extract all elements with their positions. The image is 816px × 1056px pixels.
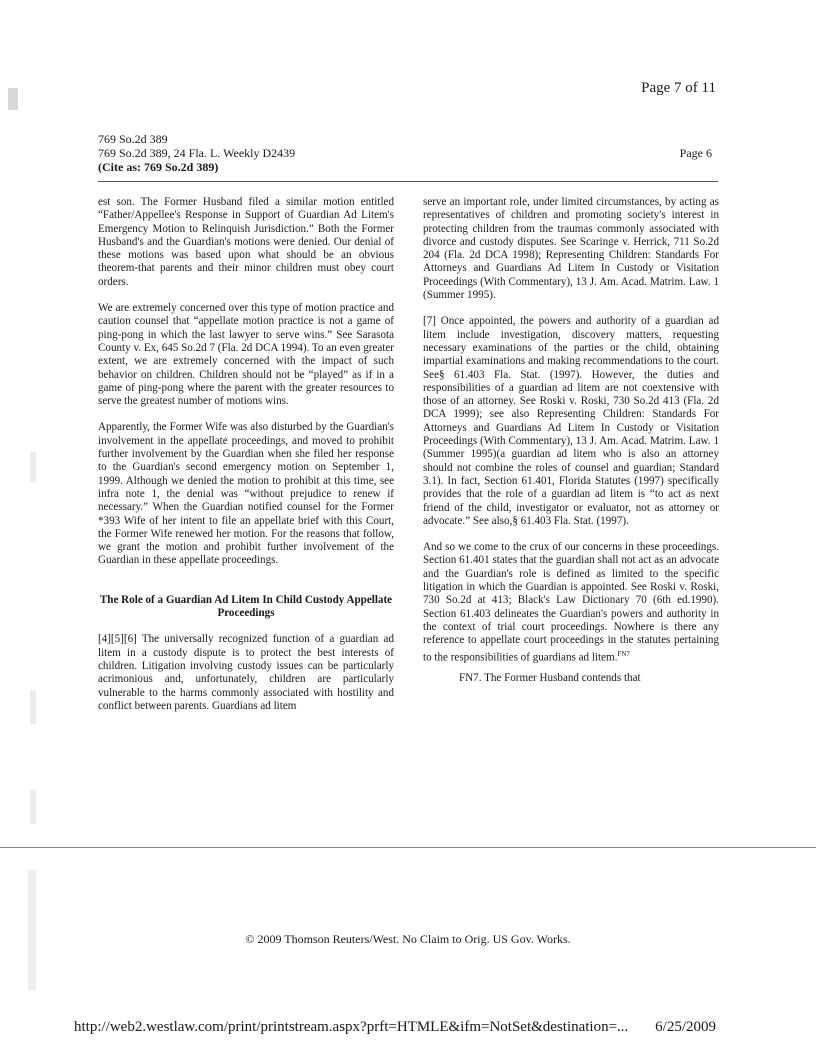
scan-artifact (30, 790, 36, 824)
paragraph: est son. The Former Husband filed a similar motion entitled “Father/Appellee's Response in Support of Guardian Ad Litem's Emergency Motion to Relinquish Jurisdiction.” Both the Former Husband's and the Guardian's motions were denied. Our denial of these motions was based upon what should be an obvious theorem-that parents and their minor children must obey court orders. (98, 196, 394, 288)
footer-divider (0, 847, 816, 848)
page-indicator: Page 7 of 11 (641, 80, 716, 96)
cite-as: (Cite as: 769 So.2d 389) (98, 160, 219, 174)
citation-line-2: 769 So.2d 389, 24 Fla. L. Weekly D2439 (98, 146, 296, 160)
scan-artifact (28, 870, 36, 990)
right-column (423, 196, 719, 686)
page-label: Page 6 (679, 146, 712, 160)
citation-line-1: 769 So.2d 389 (98, 132, 168, 146)
footnote-marker[interactable]: FN7 (617, 649, 630, 658)
paragraph: We are extremely concerned over this type of motion practice and caution counsel that “appellate motion practice is not a game of ping-pong in which the last lawyer to serve wins.” See Sarasota County v. Ex, 645 So.2d 7 (Fla. 2d DCA 1994). To an even greater extent, we are extremely concerned with the impact of such behavior on children. Children should not be “played” as if in a game of ping-pong where the parent with the greater resources to serve the greatest number of motions wins. (98, 302, 394, 408)
print-date: 6/25/2009 (655, 1019, 716, 1035)
paragraph: serve an important role, under limited circumstances, by acting as representatives of children and promoting society's interest in protecting children from the traumas commonly associated with divorce and custody disputes. See Scaringe v. Herrick, 711 So.2d 204 (Fla. 2d DCA 1998); Representing Children: Standards For Attorneys and Guardians Ad Litem In Custody or Visitation Proceedings (With Commentary), 13 J. Am. Acad. Matrim. Law. 1 (Summer 1995). (423, 196, 719, 302)
scan-artifact (30, 690, 36, 724)
print-url: http://web2.westlaw.com/print/printstream.aspx?prft=HTMLE&ifm=NotSet&destination=... (74, 1019, 629, 1035)
header-divider (98, 181, 718, 182)
section-heading: The Role of a Guardian Ad Litem In Child Custody Appellate Proceedings (99, 593, 393, 620)
paragraph: [4][5][6] The universally recognized function of a guardian ad litem in a custody dispute is to protect the best interests of children. Litigation involving custody issues can be particularly acrimonious and, unfortunately, children are particularly vulnerable to the harms commonly associated with hostility and conflict between parents. Guardians ad litem (98, 633, 394, 712)
paragraph: [7] Once appointed, the powers and authority of a guardian ad litem include investigation, discovery matters, requesting necessary examinations of the parties or the child, obtaining impartial examinations and making recommendations to the court. See§ 61.403 Fla. Stat. (1997). However, the duties and responsibilities of a guardian ad litem are not coextensive with those of an attorney. See Roski v. Roski, 730 So.2d 413 (Fla. 2d DCA 1999); see also Representing Children: Standards For Attorneys and Guardians Ad Litem In Custody or Visitation Proceedings (With Commentary), 13 J. Am. Acad. Matrim. Law. 1 (Summer 1995)(a guardian ad litem who is also an attorney should not combine the roles of counsel and guardian; Standard 3.1). In fact, Section 61.401, Florida Statutes (1997) specifically provides that the role of a guardian ad litem is “to act as next friend of the child, investigator or evaluator, not as attorney or advocate.” See also,§ 61.403 Fla. Stat. (1997). (423, 315, 719, 527)
footnote-text: FN7. The Former Husband contends that (459, 672, 641, 685)
paragraph-with-footnote (423, 541, 719, 664)
scan-artifact (8, 88, 18, 110)
left-column (98, 196, 394, 726)
citation-header (98, 132, 295, 174)
scan-artifact (30, 452, 36, 482)
paragraph-text: And so we come to the crux of our concerns in these proceedings. Section 61.401 states that the guardian shall not act as an advocate and the Guardian's role is defined as limited to the specific litigation in which the Guardian is appointed. See Roski v. Roski, 730 So.2d at 413; Black's Law Dictionary 70 (6th ed.1990). Section 61.403 delineates the Guardian's powers and authority in the context of trial court proceedings. Nowhere is there any reference to appellate court proceedings in the statutes pertaining to the responsibilities of guardians ad litem. (423, 541, 719, 664)
paragraph: Apparently, the Former Wife was also disturbed by the Guardian's involvement in the appellate proceedings, and moved to prohibit further involvement by the Guardian when she filed her response to the Guardian's second emergency motion on September 1, 1999. Although we denied the motion to prohibit at this time, see infra note 1, the denial was “without prejudice to renew if necessary.” When the Guardian notified counsel for the Former *393 Wife of her intent to file an appellate brief with this Court, the Former Wife renewed her motion. For the reasons that follow, we grant the motion and prohibit further involvement of the Guardian in these appellate proceedings. (98, 421, 394, 567)
copyright-notice: © 2009 Thomson Reuters/West. No Claim to Orig. US Gov. Works. (245, 932, 571, 946)
